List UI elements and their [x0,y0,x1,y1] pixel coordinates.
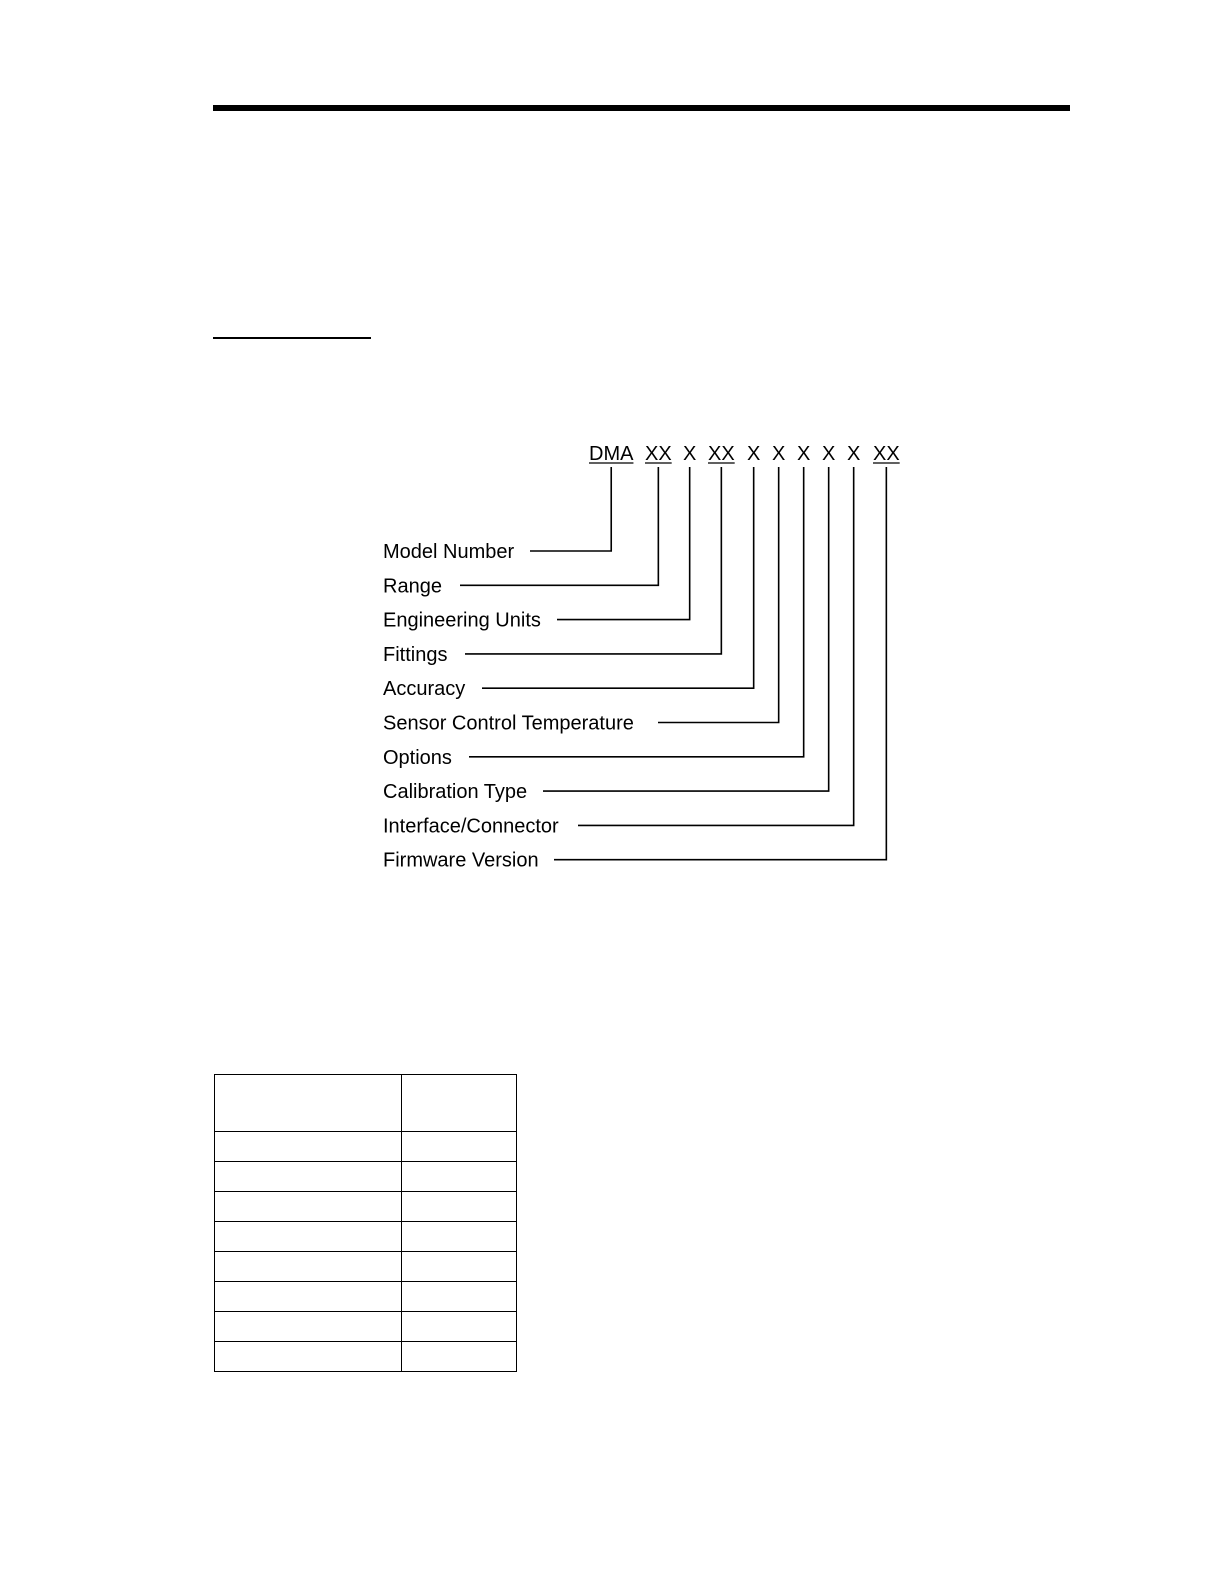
table-row [215,1222,517,1252]
field-label: Sensor Control Temperature [383,712,634,735]
table-cell [215,1222,402,1252]
table-header-row [215,1075,517,1132]
leader-line [557,467,690,620]
table-row [215,1132,517,1162]
model-code-segment: X [822,443,836,465]
table-row [215,1312,517,1342]
table-cell [215,1342,402,1372]
model-code [589,443,900,465]
field-label: Range [383,575,442,598]
model-code-segment: DMA [589,443,634,465]
table-cell [215,1192,402,1222]
model-code-segment: X [747,443,761,465]
field-label: Interface/Connector [383,815,559,838]
table-cell [402,1192,517,1222]
leader-line [543,467,829,791]
model-code-segment: X [847,443,861,465]
field-label: Engineering Units [383,609,541,632]
model-code-segment: X [683,443,697,465]
leader-line [460,467,658,585]
table-row [215,1162,517,1192]
field-label: Options [383,746,452,769]
leader-line [554,467,886,860]
field-label: Fittings [383,643,448,666]
table-cell [402,1342,517,1372]
field-label: Accuracy [383,678,466,701]
leader-line [530,467,611,551]
table-cell [402,1312,517,1342]
field-labels [383,541,634,872]
table-cell [215,1075,402,1132]
table-row [215,1342,517,1372]
table-cell [215,1162,402,1192]
table-row [215,1282,517,1312]
table-row [215,1252,517,1282]
model-code-segment: X [772,443,786,465]
table-cell [215,1282,402,1312]
field-label: Firmware Version [383,849,539,872]
field-label: Calibration Type [383,781,528,804]
table-row [215,1192,517,1222]
table-cell [402,1252,517,1282]
table-cell [402,1282,517,1312]
model-code-segment: XX [708,443,735,465]
model-code-segment: X [797,443,811,465]
blank-table [214,1074,517,1372]
leader-line [482,467,754,688]
table-cell [215,1252,402,1282]
table-cell [215,1312,402,1342]
table-cell [402,1132,517,1162]
leader-line [578,467,854,825]
table-cell [402,1222,517,1252]
table-cell [402,1162,517,1192]
model-code-segment: XX [873,443,900,465]
table-cell [402,1075,517,1132]
model-code-segment: XX [645,443,672,465]
table-cell [215,1132,402,1162]
field-label: Model Number [383,541,515,563]
leader-line [658,467,779,723]
